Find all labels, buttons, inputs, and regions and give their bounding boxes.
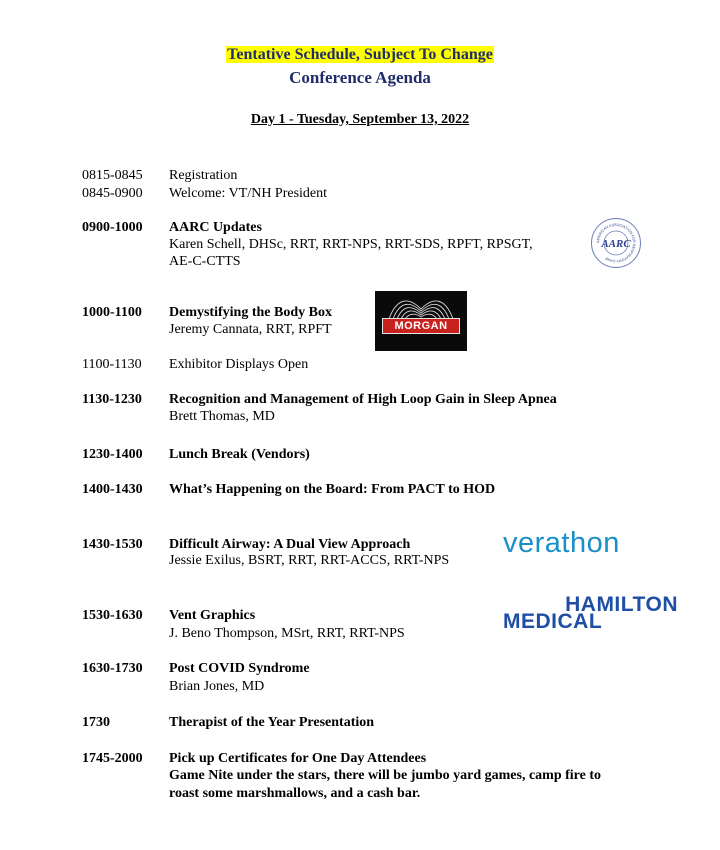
tentative-banner <box>0 46 720 64</box>
agenda-speaker: Jeremy Cannata, RRT, RPFT <box>169 322 332 337</box>
agenda-title: Recognition and Management of High Loop Gain in Sleep Apnea <box>169 392 557 407</box>
agenda-time: 1130-1230 <box>82 392 142 407</box>
agenda-title: AARC Updates <box>169 220 262 235</box>
agenda-title: Pick up Certificates for One Day Attendees <box>169 751 427 766</box>
day-heading: Day 1 - Tuesday, September 13, 2022 <box>250 112 470 127</box>
agenda-time: 0845-0900 <box>82 186 143 201</box>
agenda-time: 1630-1730 <box>82 661 143 676</box>
agenda-title: Lunch Break (Vendors) <box>169 447 310 462</box>
agenda-time: 1745-2000 <box>82 751 143 766</box>
agenda-title: Therapist of the Year Presentation <box>169 715 375 730</box>
verathon-logo: verathon <box>503 527 620 559</box>
agenda-time: 1730 <box>82 715 110 730</box>
agenda-title: Post COVID Syndrome <box>169 661 310 676</box>
agenda-time: 1430-1530 <box>82 537 143 552</box>
agenda-time: 0900-1000 <box>82 220 143 235</box>
agenda-speaker: Brian Jones, MD <box>169 679 265 694</box>
agenda-title: What’s Happening on the Board: From PACT to HOD <box>169 482 496 497</box>
morgan-logo <box>375 291 467 351</box>
agenda-speaker: Brett Thomas, MD <box>169 409 275 424</box>
agenda-title: Welcome: VT/NH President <box>169 186 328 201</box>
agenda-title: Registration <box>169 168 238 183</box>
hamilton-logo-line2: MEDICAL <box>503 610 603 633</box>
agenda-time: 1230-1400 <box>82 447 143 462</box>
page-title: Conference Agenda <box>289 68 431 87</box>
morgan-logo-text: MORGAN <box>382 318 460 334</box>
agenda-title: Demystifying the Body Box <box>169 305 332 320</box>
agenda-speaker-cont: AE-C-CTTS <box>169 254 241 269</box>
aarc-ring-text: AMERICAN ASSOCIATION FOR RESPIRATORY CARE <box>595 222 637 264</box>
agenda-note-cont: roast some marshmallows, and a cash bar. <box>169 786 421 801</box>
agenda-time: 0815-0845 <box>82 168 143 183</box>
agenda-time: 1400-1430 <box>82 482 143 497</box>
hamilton-logo-line1: HAMILTON <box>565 593 678 616</box>
aarc-logo-text: AARC <box>601 238 631 250</box>
hamilton-medical-logo <box>503 593 678 633</box>
agenda-speaker: Jessie Exilus, BSRT, RRT, RRT-ACCS, RRT-NPS <box>169 553 450 568</box>
agenda-note: Game Nite under the stars, there will be jumbo yard games, camp fire to <box>169 768 601 783</box>
agenda-time: 1000-1100 <box>82 305 142 320</box>
agenda-speaker: Karen Schell, DHSc, RRT, RRT-NPS, RRT-SDS, RPFT, RPSGT, <box>169 237 533 252</box>
tentative-text: Tentative Schedule, Subject To Change <box>227 46 493 63</box>
agenda-title: Exhibitor Displays Open <box>169 357 309 372</box>
agenda-time: 1530-1630 <box>82 608 143 623</box>
agenda-title: Vent Graphics <box>169 608 256 623</box>
aarc-logo <box>591 218 641 268</box>
agenda-speaker: J. Beno Thompson, MSrt, RRT, RRT-NPS <box>169 626 405 641</box>
agenda-title: Difficult Airway: A Dual View Approach <box>169 537 411 552</box>
agenda-time: 1100-1130 <box>82 357 142 372</box>
